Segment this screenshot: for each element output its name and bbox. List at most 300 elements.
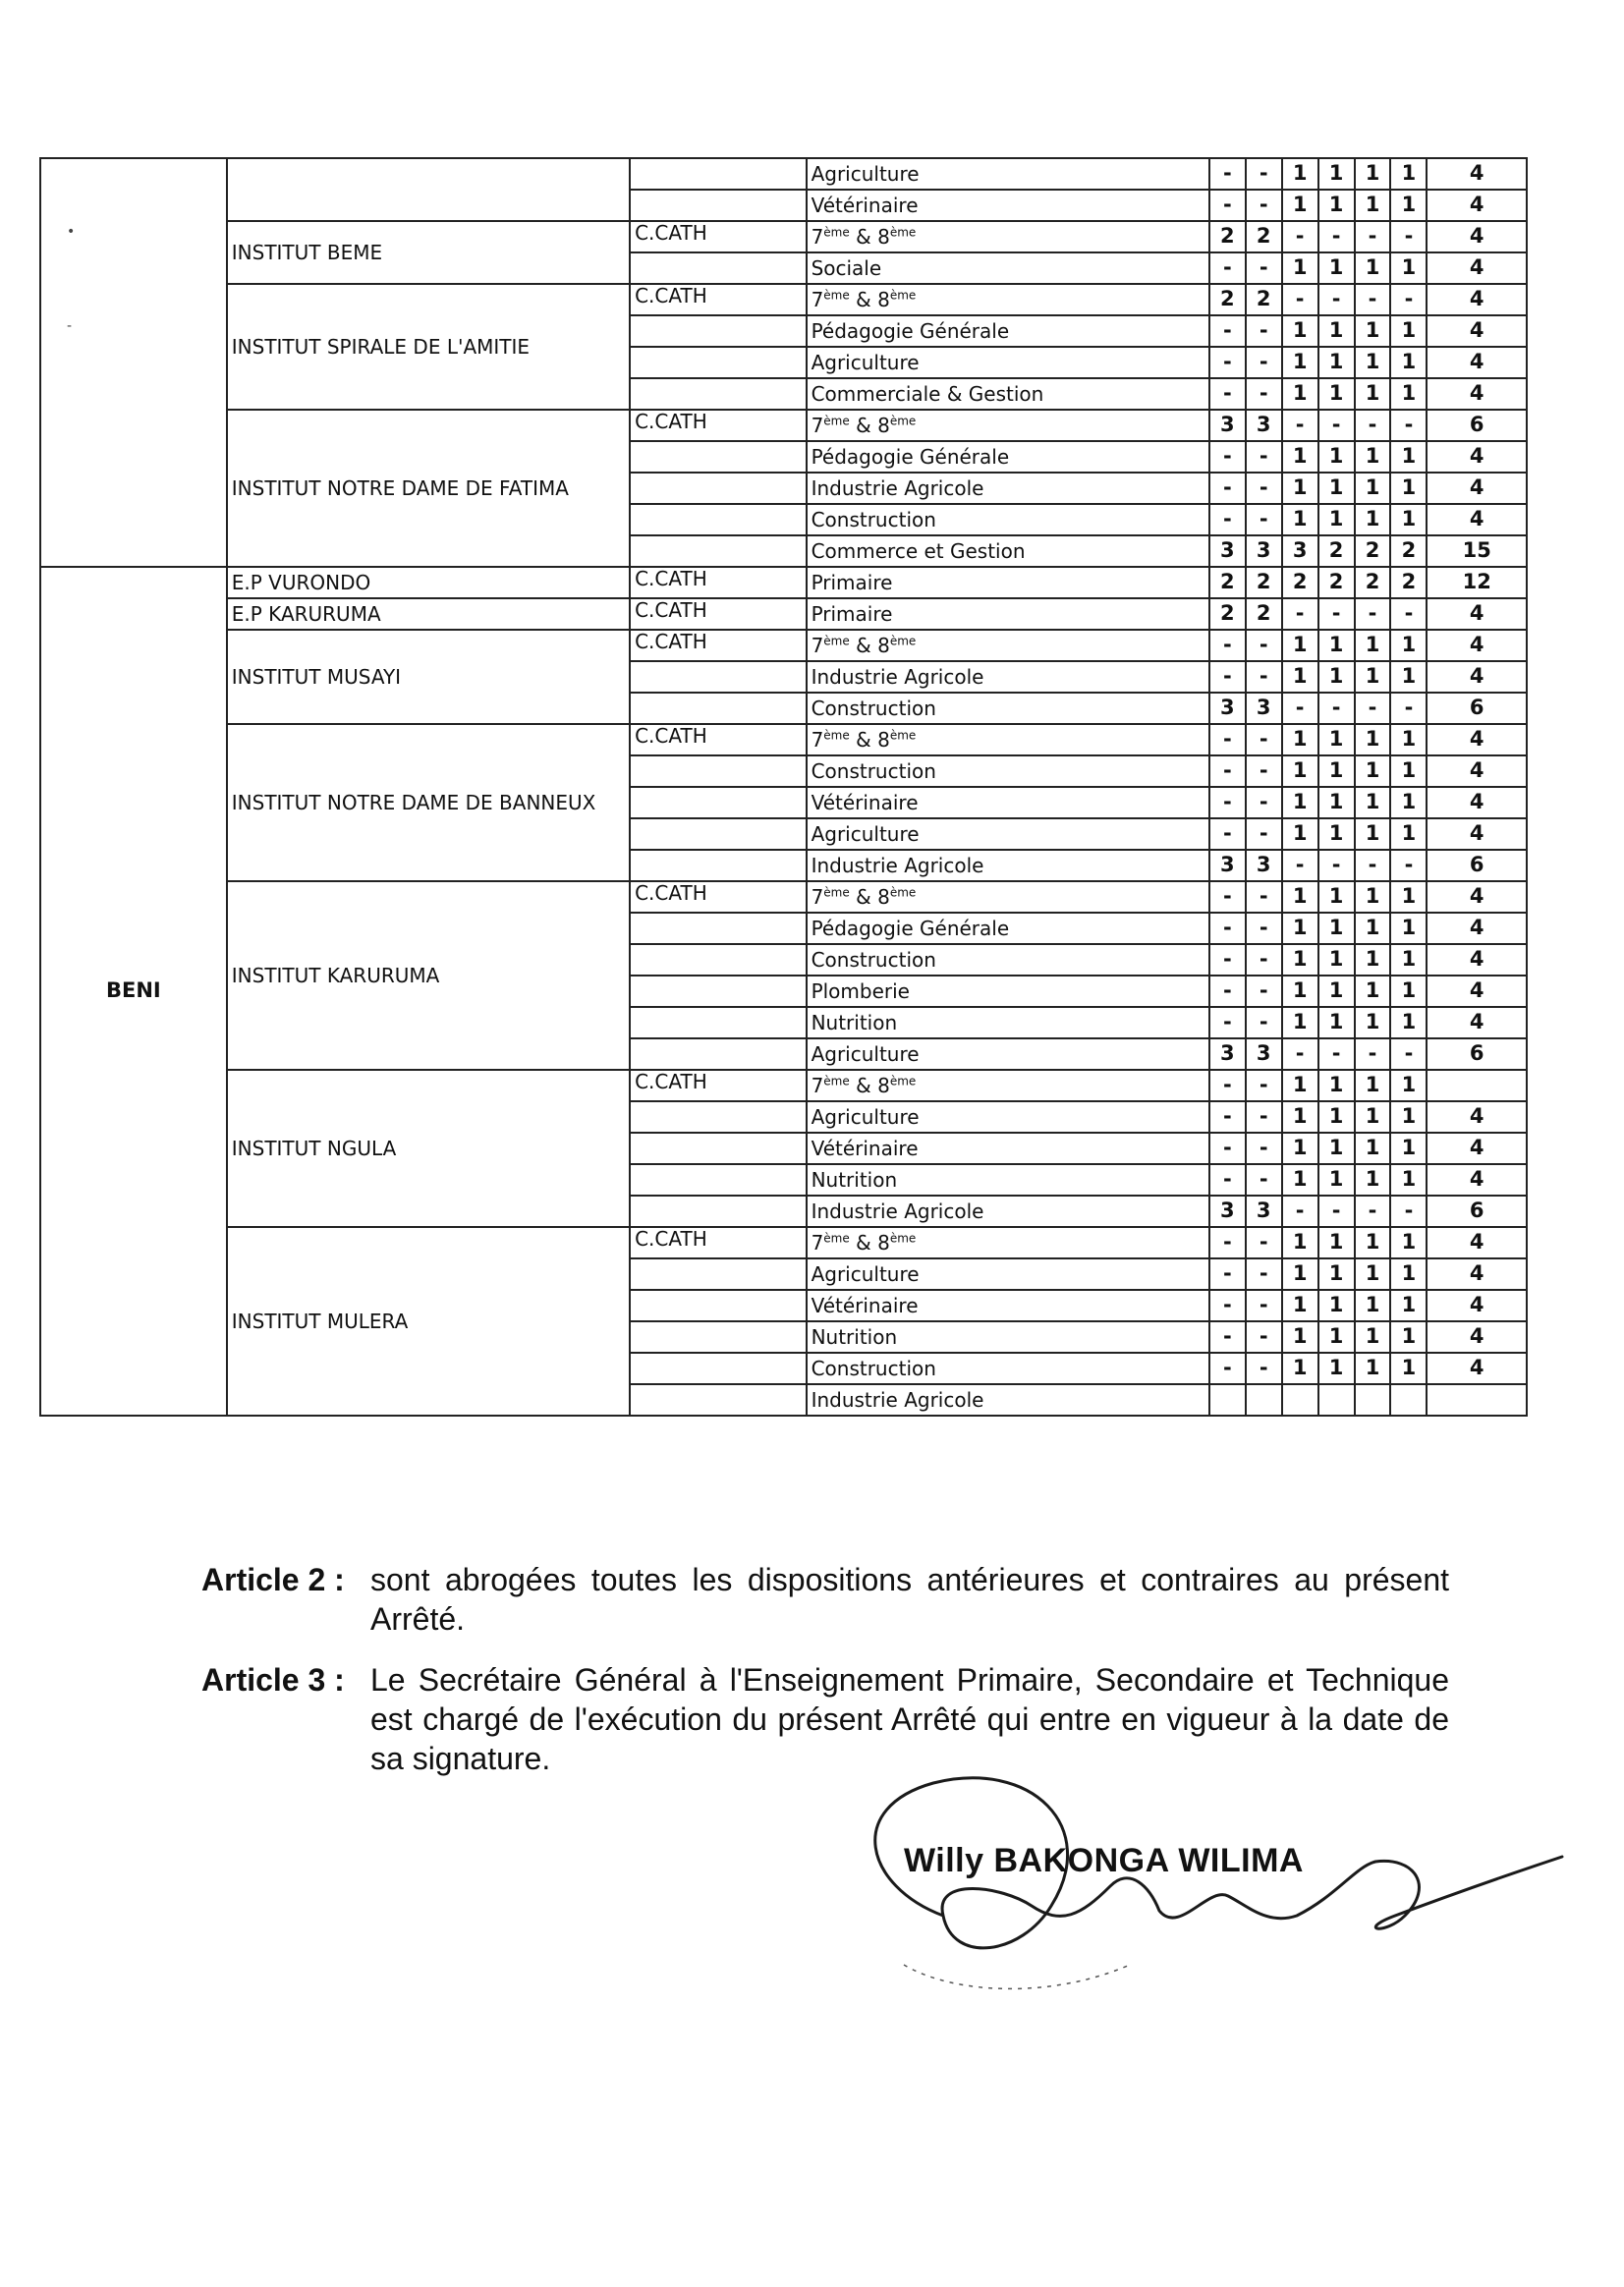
class-count-cell: 1 <box>1282 1290 1318 1321</box>
table-row <box>40 1070 1527 1101</box>
class-count-cell: 1 <box>1318 724 1355 755</box>
territory-name: BENI <box>40 567 227 1416</box>
class-count-cell: 1 <box>1355 1258 1391 1290</box>
total-cell: 4 <box>1427 755 1527 787</box>
option-cell: Commerce et Gestion <box>807 535 1209 567</box>
total-cell: 4 <box>1427 1133 1527 1164</box>
school-name: INSTITUT BEME <box>227 221 630 284</box>
article-3-text: Le Secrétaire Général à l'Enseignement Primaire, Secondaire et Technique est chargé de l'exécution du présent Arrêté qui entre en vigueur à la date de sa signature. <box>370 1662 1449 1776</box>
class-count-cell: 1 <box>1318 944 1355 976</box>
option-cell: Pédagogie Générale <box>807 315 1209 347</box>
class-count-cell: - <box>1209 473 1246 504</box>
class-count-cell: 1 <box>1355 1070 1391 1101</box>
class-count-cell: - <box>1355 1038 1391 1070</box>
class-count-cell: 2 <box>1246 221 1282 252</box>
class-count-cell: 1 <box>1355 787 1391 818</box>
total-cell: 6 <box>1427 410 1527 441</box>
class-count-cell <box>1282 1384 1318 1416</box>
class-count-cell: 1 <box>1390 661 1427 693</box>
class-count-cell: 1 <box>1318 881 1355 913</box>
class-count-cell: - <box>1390 1196 1427 1227</box>
school-name: INSTITUT NOTRE DAME DE FATIMA <box>227 410 630 567</box>
total-cell: 4 <box>1427 252 1527 284</box>
class-count-cell: - <box>1318 221 1355 252</box>
class-count-cell: 1 <box>1318 1227 1355 1258</box>
class-count-cell: 1 <box>1355 1007 1391 1038</box>
class-count-cell: - <box>1246 473 1282 504</box>
class-count-cell: 1 <box>1390 1133 1427 1164</box>
class-count-cell: - <box>1246 1353 1282 1384</box>
class-count-cell: - <box>1209 315 1246 347</box>
table-row <box>40 1227 1527 1258</box>
total-cell: 4 <box>1427 190 1527 221</box>
convention-cell <box>630 1290 807 1321</box>
convention-cell: C.CATH <box>630 284 807 315</box>
total-cell: 15 <box>1427 535 1527 567</box>
convention-cell: C.CATH <box>630 598 807 630</box>
class-count-cell: 1 <box>1318 252 1355 284</box>
total-cell: 4 <box>1427 473 1527 504</box>
class-count-cell: 2 <box>1355 535 1391 567</box>
class-count-cell: - <box>1390 221 1427 252</box>
article-2 <box>201 1560 1449 1648</box>
convention-cell <box>630 661 807 693</box>
table-row <box>40 158 1527 190</box>
total-cell: 4 <box>1427 378 1527 410</box>
class-count-cell: - <box>1209 1070 1246 1101</box>
table-row <box>40 221 1527 252</box>
convention-cell <box>630 158 807 190</box>
class-count-cell: 1 <box>1390 504 1427 535</box>
option-cell: Construction <box>807 944 1209 976</box>
class-count-cell: - <box>1246 315 1282 347</box>
total-cell: 4 <box>1427 504 1527 535</box>
class-count-cell: - <box>1209 1353 1246 1384</box>
class-count-cell: 1 <box>1318 913 1355 944</box>
class-count-cell: 1 <box>1355 881 1391 913</box>
total-cell: 6 <box>1427 850 1527 881</box>
option-cell: Agriculture <box>807 347 1209 378</box>
class-count-cell: 1 <box>1390 158 1427 190</box>
class-count-cell: - <box>1246 1133 1282 1164</box>
option-cell: Plomberie <box>807 976 1209 1007</box>
class-count-cell: - <box>1282 1038 1318 1070</box>
option-cell: Construction <box>807 504 1209 535</box>
convention-cell <box>630 441 807 473</box>
class-count-cell: 1 <box>1318 1290 1355 1321</box>
total-cell <box>1427 1070 1527 1101</box>
class-count-cell: 1 <box>1318 158 1355 190</box>
option-cell: 7ème & 8ème <box>807 1227 1209 1258</box>
class-count-cell: - <box>1246 1290 1282 1321</box>
class-count-cell: 1 <box>1318 1353 1355 1384</box>
option-cell: 7ème & 8ème <box>807 630 1209 661</box>
convention-cell: C.CATH <box>630 724 807 755</box>
class-count-cell: 1 <box>1390 787 1427 818</box>
class-count-cell: 1 <box>1282 473 1318 504</box>
class-count-cell: - <box>1390 598 1427 630</box>
convention-cell <box>630 976 807 1007</box>
table-row <box>40 410 1527 441</box>
school-allocation-table <box>39 157 1528 1417</box>
convention-cell <box>630 787 807 818</box>
class-count-cell: 1 <box>1318 787 1355 818</box>
class-count-cell: 1 <box>1318 630 1355 661</box>
class-count-cell: 1 <box>1282 347 1318 378</box>
class-count-cell: - <box>1246 661 1282 693</box>
total-cell: 4 <box>1427 976 1527 1007</box>
table-row <box>40 284 1527 315</box>
class-count-cell: - <box>1246 158 1282 190</box>
option-cell: Pédagogie Générale <box>807 913 1209 944</box>
option-cell: Agriculture <box>807 1101 1209 1133</box>
class-count-cell: - <box>1246 1321 1282 1353</box>
option-cell: 7ème & 8ème <box>807 724 1209 755</box>
class-count-cell: 1 <box>1390 944 1427 976</box>
class-count-cell: - <box>1209 1164 1246 1196</box>
class-count-cell: - <box>1209 1227 1246 1258</box>
class-count-cell: 1 <box>1390 881 1427 913</box>
class-count-cell: 1 <box>1390 441 1427 473</box>
option-cell: Construction <box>807 755 1209 787</box>
convention-cell: C.CATH <box>630 1227 807 1258</box>
class-count-cell: - <box>1246 441 1282 473</box>
class-count-cell: - <box>1246 724 1282 755</box>
convention-cell <box>630 378 807 410</box>
total-cell: 4 <box>1427 1101 1527 1133</box>
class-count-cell: 1 <box>1390 1321 1427 1353</box>
class-count-cell: 1 <box>1282 881 1318 913</box>
class-count-cell: 1 <box>1318 818 1355 850</box>
class-count-cell: 1 <box>1282 944 1318 976</box>
class-count-cell <box>1318 1384 1355 1416</box>
table-row <box>40 881 1527 913</box>
total-cell: 4 <box>1427 1353 1527 1384</box>
class-count-cell: 1 <box>1390 724 1427 755</box>
school-name <box>227 158 630 221</box>
class-count-cell <box>1355 1384 1391 1416</box>
class-count-cell: - <box>1355 598 1391 630</box>
class-count-cell: - <box>1246 1258 1282 1290</box>
class-count-cell: - <box>1390 1038 1427 1070</box>
class-count-cell: 2 <box>1282 567 1318 598</box>
convention-cell <box>630 1321 807 1353</box>
class-count-cell: 1 <box>1355 1164 1391 1196</box>
class-count-cell: 1 <box>1355 441 1391 473</box>
class-count-cell: 1 <box>1318 755 1355 787</box>
convention-cell <box>630 1007 807 1038</box>
option-cell: Vétérinaire <box>807 190 1209 221</box>
class-count-cell: 1 <box>1282 190 1318 221</box>
class-count-cell: 1 <box>1282 1321 1318 1353</box>
convention-cell: C.CATH <box>630 567 807 598</box>
total-cell: 6 <box>1427 693 1527 724</box>
class-count-cell: 1 <box>1355 473 1391 504</box>
class-count-cell: 1 <box>1282 1227 1318 1258</box>
class-count-cell: - <box>1282 598 1318 630</box>
convention-cell <box>630 473 807 504</box>
school-name: INSTITUT MULERA <box>227 1227 630 1416</box>
class-count-cell: 3 <box>1246 850 1282 881</box>
class-count-cell: - <box>1246 1070 1282 1101</box>
class-count-cell: 1 <box>1390 252 1427 284</box>
class-count-cell: 1 <box>1390 630 1427 661</box>
option-cell: Vétérinaire <box>807 1290 1209 1321</box>
convention-cell <box>630 1133 807 1164</box>
class-count-cell: 3 <box>1209 693 1246 724</box>
total-cell: 4 <box>1427 1227 1527 1258</box>
convention-cell <box>630 1196 807 1227</box>
option-cell: Industrie Agricole <box>807 1196 1209 1227</box>
class-count-cell: 1 <box>1390 347 1427 378</box>
class-count-cell: 1 <box>1390 1227 1427 1258</box>
convention-cell <box>630 944 807 976</box>
class-count-cell: 1 <box>1390 1070 1427 1101</box>
class-count-cell: 1 <box>1282 1007 1318 1038</box>
class-count-cell: - <box>1209 1258 1246 1290</box>
class-count-cell: - <box>1390 693 1427 724</box>
class-count-cell: - <box>1209 190 1246 221</box>
class-count-cell: 1 <box>1282 504 1318 535</box>
convention-cell <box>630 1038 807 1070</box>
option-cell: Construction <box>807 1353 1209 1384</box>
class-count-cell: 1 <box>1318 504 1355 535</box>
school-name: INSTITUT KARURUMA <box>227 881 630 1070</box>
option-cell: Agriculture <box>807 1038 1209 1070</box>
class-count-cell: - <box>1390 410 1427 441</box>
class-count-cell: - <box>1246 818 1282 850</box>
convention-cell: C.CATH <box>630 410 807 441</box>
class-count-cell: 1 <box>1390 190 1427 221</box>
class-count-cell: - <box>1318 1038 1355 1070</box>
class-count-cell: - <box>1318 693 1355 724</box>
class-count-cell: 1 <box>1318 1070 1355 1101</box>
class-count-cell: 1 <box>1355 1290 1391 1321</box>
class-count-cell: 2 <box>1390 535 1427 567</box>
total-cell: 4 <box>1427 1258 1527 1290</box>
school-name: INSTITUT NGULA <box>227 1070 630 1227</box>
total-cell: 4 <box>1427 1290 1527 1321</box>
convention-cell <box>630 1258 807 1290</box>
class-count-cell: 1 <box>1318 473 1355 504</box>
class-count-cell: - <box>1209 441 1246 473</box>
class-count-cell: 1 <box>1282 976 1318 1007</box>
class-count-cell: 1 <box>1390 1290 1427 1321</box>
class-count-cell: 1 <box>1282 630 1318 661</box>
option-cell: Industrie Agricole <box>807 661 1209 693</box>
school-name: INSTITUT MUSAYI <box>227 630 630 724</box>
class-count-cell: 3 <box>1209 535 1246 567</box>
class-count-cell: 1 <box>1282 441 1318 473</box>
class-count-cell: 1 <box>1282 724 1318 755</box>
class-count-cell: - <box>1246 944 1282 976</box>
class-count-cell: - <box>1209 976 1246 1007</box>
class-count-cell: 1 <box>1355 1227 1391 1258</box>
class-count-cell: 3 <box>1209 1038 1246 1070</box>
class-count-cell: 3 <box>1209 1196 1246 1227</box>
class-count-cell: - <box>1209 504 1246 535</box>
class-count-cell: - <box>1209 1290 1246 1321</box>
convention-cell <box>630 190 807 221</box>
class-count-cell: 1 <box>1390 755 1427 787</box>
class-count-cell <box>1246 1384 1282 1416</box>
total-cell: 4 <box>1427 598 1527 630</box>
handwritten-signature <box>806 1768 1572 2024</box>
class-count-cell: - <box>1209 1321 1246 1353</box>
class-count-cell: 1 <box>1355 347 1391 378</box>
class-count-cell: - <box>1209 347 1246 378</box>
class-count-cell: - <box>1209 378 1246 410</box>
class-count-cell: 1 <box>1355 818 1391 850</box>
class-count-cell: 2 <box>1318 567 1355 598</box>
class-count-cell: - <box>1209 252 1246 284</box>
option-cell: Agriculture <box>807 158 1209 190</box>
article-2-label: Article 2 : <box>201 1562 345 1597</box>
class-count-cell: 3 <box>1209 850 1246 881</box>
total-cell: 4 <box>1427 630 1527 661</box>
class-count-cell: 1 <box>1355 1353 1391 1384</box>
class-count-cell: 1 <box>1282 661 1318 693</box>
class-count-cell: - <box>1209 630 1246 661</box>
class-count-cell: - <box>1355 410 1391 441</box>
class-count-cell: - <box>1282 221 1318 252</box>
convention-cell <box>630 693 807 724</box>
class-count-cell: - <box>1282 850 1318 881</box>
class-count-cell: - <box>1209 661 1246 693</box>
convention-cell <box>630 535 807 567</box>
article-3-label: Article 3 : <box>201 1662 345 1698</box>
option-cell: 7ème & 8ème <box>807 221 1209 252</box>
option-cell: Agriculture <box>807 818 1209 850</box>
class-count-cell: - <box>1282 284 1318 315</box>
class-count-cell <box>1390 1384 1427 1416</box>
class-count-cell: 2 <box>1209 284 1246 315</box>
class-count-cell: 1 <box>1282 913 1318 944</box>
class-count-cell: 1 <box>1390 378 1427 410</box>
class-count-cell: 1 <box>1318 661 1355 693</box>
class-count-cell: 1 <box>1355 661 1391 693</box>
total-cell: 4 <box>1427 158 1527 190</box>
convention-cell <box>630 252 807 284</box>
class-count-cell: 1 <box>1282 818 1318 850</box>
margin-mark: • <box>67 224 76 240</box>
class-count-cell: 1 <box>1355 378 1391 410</box>
class-count-cell: 1 <box>1282 378 1318 410</box>
class-count-cell: 3 <box>1209 410 1246 441</box>
school-name: INSTITUT NOTRE DAME DE BANNEUX <box>227 724 630 881</box>
class-count-cell: - <box>1246 252 1282 284</box>
total-cell: 6 <box>1427 1038 1527 1070</box>
class-count-cell: 3 <box>1282 535 1318 567</box>
class-count-cell: 1 <box>1390 1007 1427 1038</box>
class-count-cell: 1 <box>1318 976 1355 1007</box>
class-count-cell: - <box>1246 881 1282 913</box>
territory-cell-continued <box>40 158 227 567</box>
total-cell: 4 <box>1427 221 1527 252</box>
class-count-cell: 2 <box>1209 567 1246 598</box>
class-count-cell: 1 <box>1282 1353 1318 1384</box>
class-count-cell: 1 <box>1390 976 1427 1007</box>
class-count-cell: 1 <box>1355 1133 1391 1164</box>
class-count-cell: 1 <box>1355 504 1391 535</box>
option-cell: Nutrition <box>807 1321 1209 1353</box>
class-count-cell: 3 <box>1246 535 1282 567</box>
article-2-text: sont abrogées toutes les dispositions antérieures et contraires au présent Arrêté. <box>370 1562 1449 1637</box>
convention-cell <box>630 1164 807 1196</box>
total-cell: 4 <box>1427 818 1527 850</box>
class-count-cell: - <box>1209 1101 1246 1133</box>
convention-cell <box>630 755 807 787</box>
class-count-cell: - <box>1209 724 1246 755</box>
class-count-cell: 1 <box>1355 913 1391 944</box>
class-count-cell: 1 <box>1355 976 1391 1007</box>
class-count-cell: 1 <box>1282 1258 1318 1290</box>
option-cell: Nutrition <box>807 1164 1209 1196</box>
class-count-cell: 1 <box>1282 1101 1318 1133</box>
option-cell: Primaire <box>807 567 1209 598</box>
convention-cell <box>630 1101 807 1133</box>
convention-cell <box>630 818 807 850</box>
class-count-cell: - <box>1246 347 1282 378</box>
class-count-cell <box>1209 1384 1246 1416</box>
margin-mark: - <box>67 318 73 334</box>
class-count-cell: - <box>1209 818 1246 850</box>
class-count-cell: - <box>1246 755 1282 787</box>
class-count-cell: - <box>1209 787 1246 818</box>
class-count-cell: 1 <box>1282 755 1318 787</box>
class-count-cell: 2 <box>1209 598 1246 630</box>
total-cell: 6 <box>1427 1196 1527 1227</box>
class-count-cell: 2 <box>1209 221 1246 252</box>
class-count-cell: - <box>1209 1007 1246 1038</box>
class-count-cell: 2 <box>1246 598 1282 630</box>
class-count-cell: 1 <box>1355 755 1391 787</box>
convention-cell: C.CATH <box>630 1070 807 1101</box>
class-count-cell: - <box>1209 755 1246 787</box>
total-cell: 4 <box>1427 944 1527 976</box>
class-count-cell: - <box>1355 850 1391 881</box>
class-count-cell: - <box>1390 284 1427 315</box>
class-count-cell: 1 <box>1390 1353 1427 1384</box>
convention-cell: C.CATH <box>630 630 807 661</box>
option-cell: Commerciale & Gestion <box>807 378 1209 410</box>
total-cell: 12 <box>1427 567 1527 598</box>
class-count-cell: - <box>1282 1196 1318 1227</box>
total-cell: 4 <box>1427 787 1527 818</box>
total-cell: 4 <box>1427 913 1527 944</box>
class-count-cell: 1 <box>1318 1321 1355 1353</box>
total-cell: 4 <box>1427 661 1527 693</box>
option-cell: Sociale <box>807 252 1209 284</box>
option-cell: 7ème & 8ème <box>807 410 1209 441</box>
class-count-cell: 1 <box>1355 252 1391 284</box>
table-row <box>40 630 1527 661</box>
class-count-cell: - <box>1209 158 1246 190</box>
class-count-cell: 2 <box>1318 535 1355 567</box>
class-count-cell: 1 <box>1355 158 1391 190</box>
class-count-cell: 1 <box>1318 378 1355 410</box>
class-count-cell: - <box>1246 1164 1282 1196</box>
option-cell: 7ème & 8ème <box>807 1070 1209 1101</box>
class-count-cell: 2 <box>1355 567 1391 598</box>
class-count-cell: 1 <box>1318 190 1355 221</box>
class-count-cell: 1 <box>1282 787 1318 818</box>
class-count-cell: 1 <box>1318 1007 1355 1038</box>
option-cell: Agriculture <box>807 1258 1209 1290</box>
class-count-cell: - <box>1246 1007 1282 1038</box>
class-count-cell: - <box>1282 410 1318 441</box>
option-cell: Vétérinaire <box>807 787 1209 818</box>
